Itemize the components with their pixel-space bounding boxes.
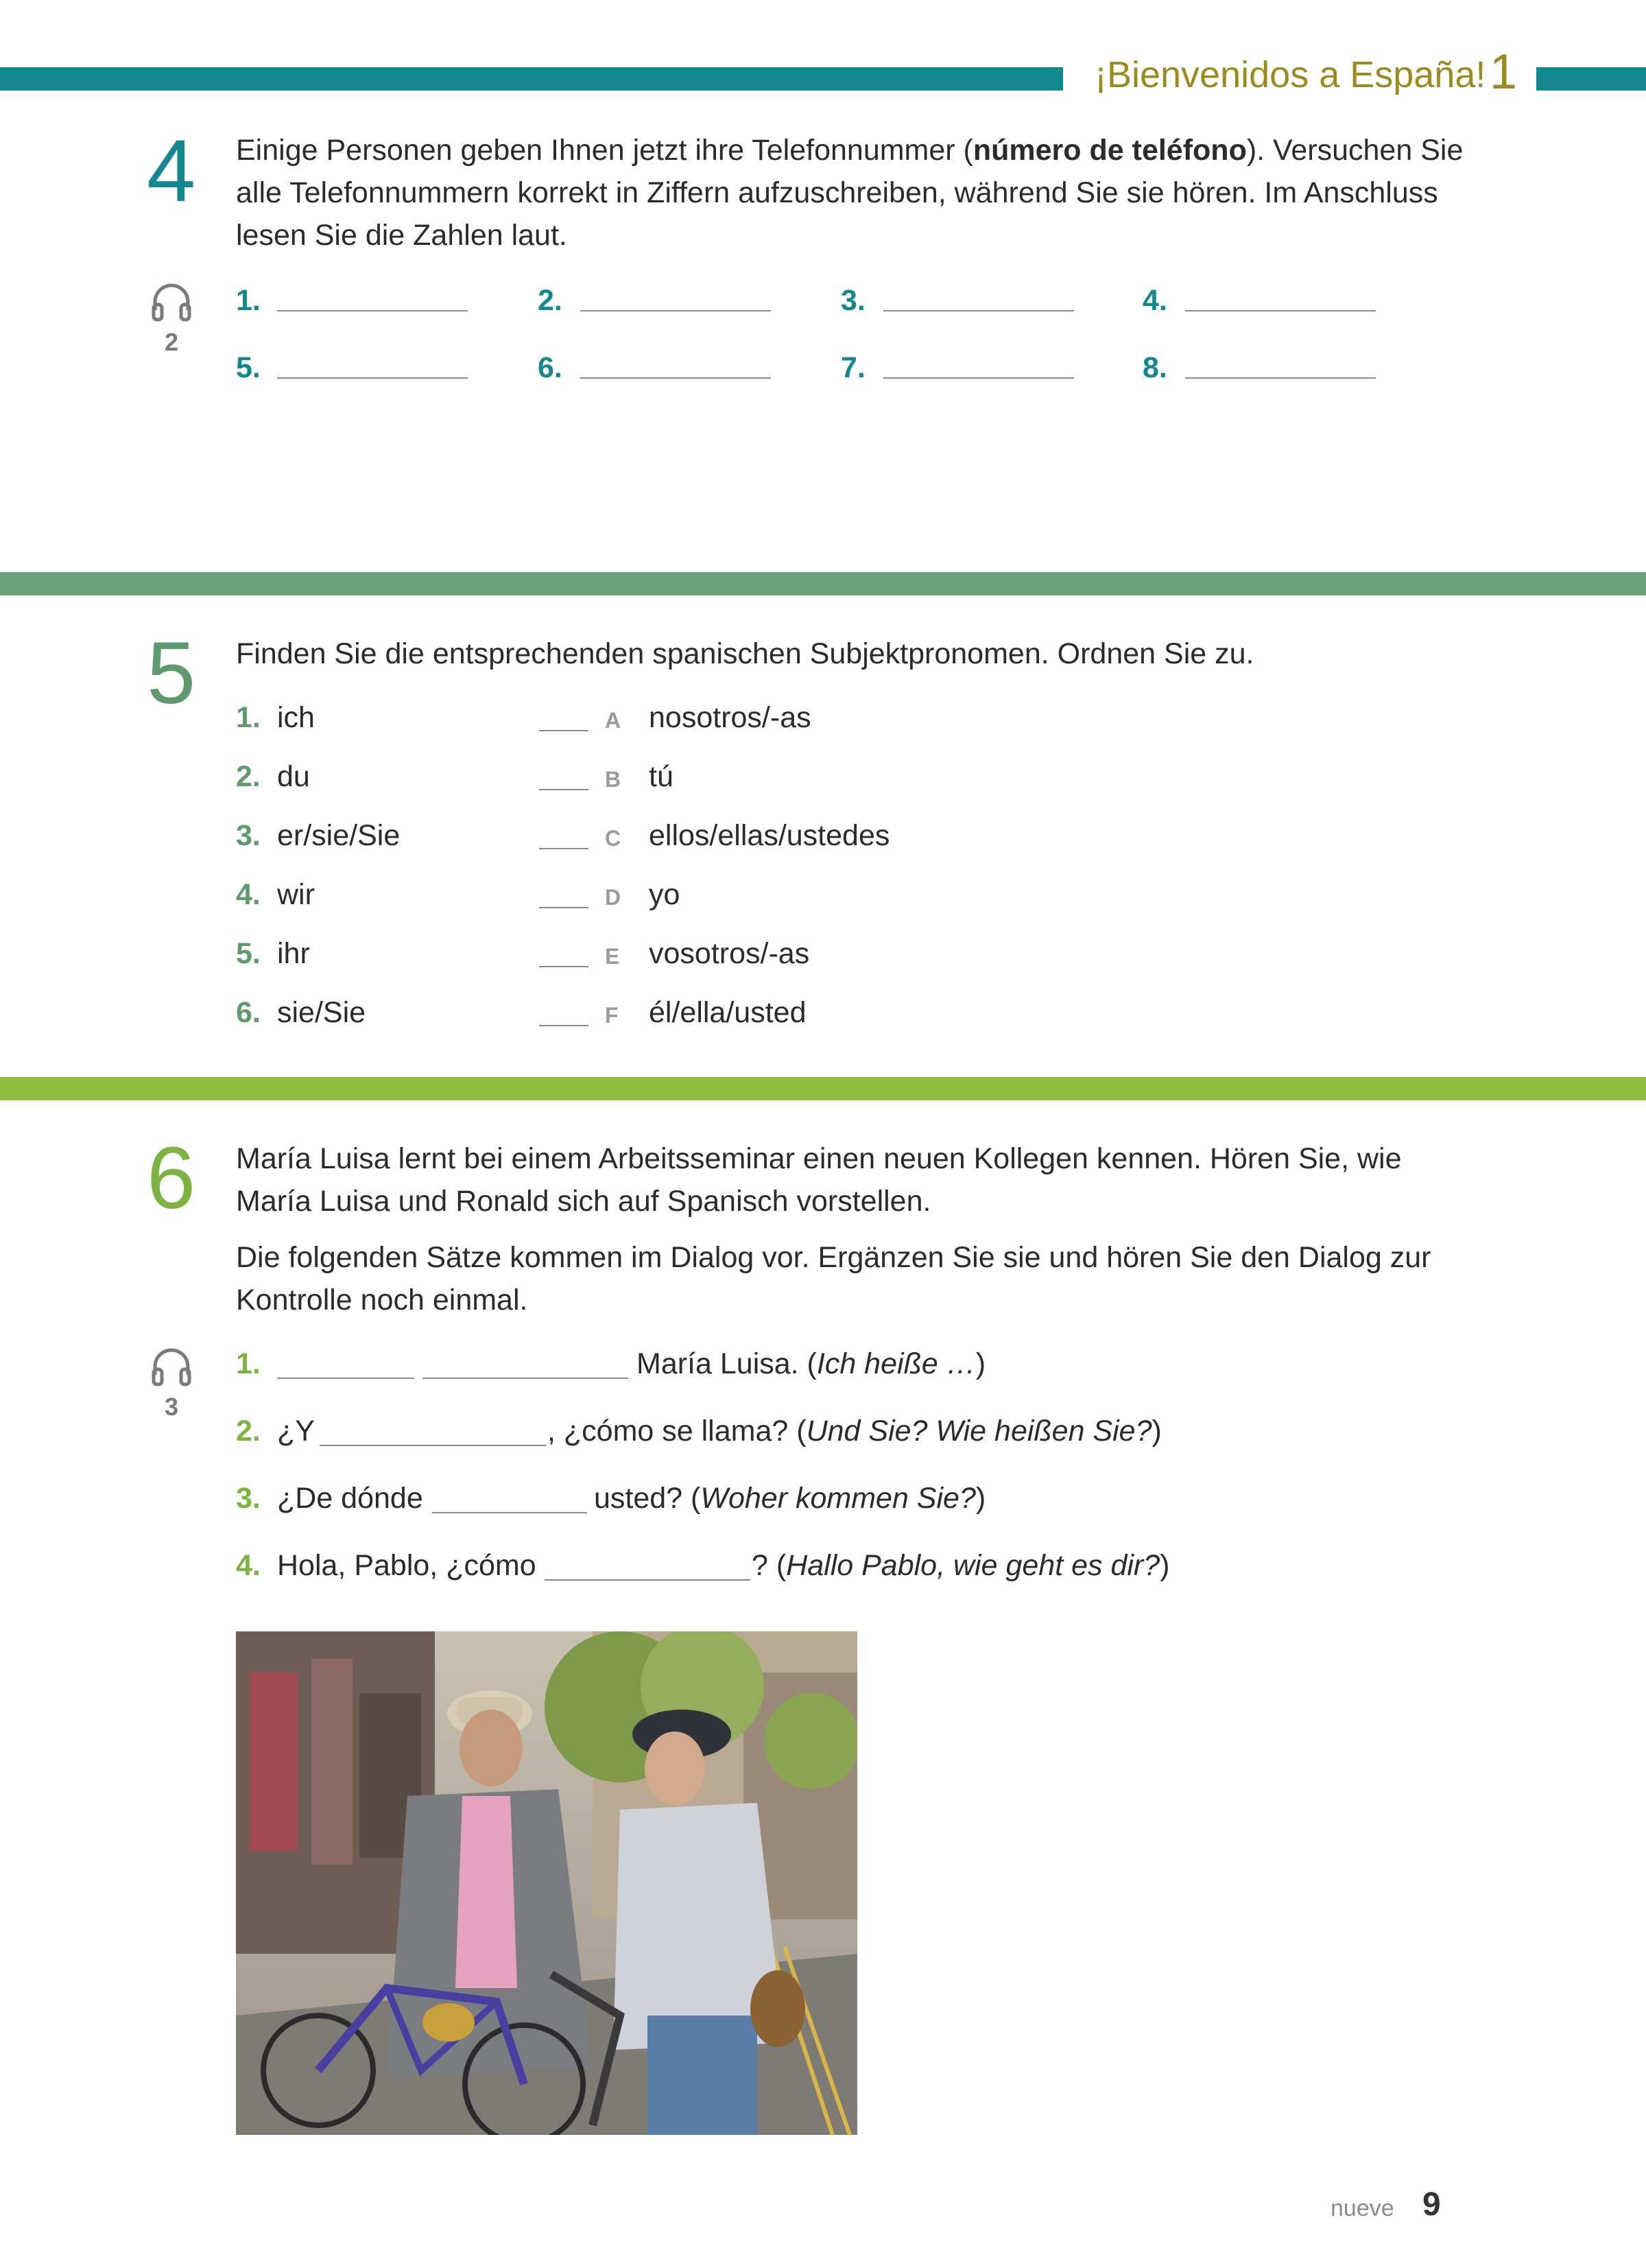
phone-item-label: 4. xyxy=(1143,284,1167,317)
chapter-number: 1 xyxy=(1490,45,1518,99)
option-letter: F xyxy=(605,1003,619,1028)
spanish-pronoun: vosotros/-as xyxy=(649,937,810,970)
phone-item-label: 5. xyxy=(236,351,261,384)
exercise-6-instruction: Die folgenden Sätze kommen im Dialog vor. Ergänzen Sie sie und hören Sie den Dialog zur Kontrolle noch einmal. xyxy=(236,1241,1431,1316)
phone-item-label: 6. xyxy=(538,351,562,384)
page-number: 9 xyxy=(1422,2186,1441,2223)
dialog-answer-line[interactable] xyxy=(422,1378,628,1379)
pronoun-item-number: 3. xyxy=(236,819,261,852)
header-bar-left xyxy=(0,67,1063,91)
street-scene-illustration xyxy=(236,1631,857,2135)
german-pronoun: ihr xyxy=(277,937,310,970)
exercise-5-instruction: Finden Sie die entsprechenden spanischen Subjektpronomen. Ordnen Sie zu. xyxy=(236,637,1254,670)
phone-answer-line[interactable] xyxy=(580,377,771,379)
phone-item-label: 3. xyxy=(841,284,866,317)
pronoun-item-number: 2. xyxy=(236,760,261,793)
german-pronoun: er/sie/Sie xyxy=(277,819,401,852)
option-letter: E xyxy=(605,944,620,969)
option-letter: A xyxy=(605,708,621,733)
dialog-sentence: usted? (Woher kommen Sie?) xyxy=(594,1482,986,1515)
section-divider xyxy=(0,1077,1646,1100)
exercise-5-number: 5 xyxy=(147,624,196,722)
section-divider xyxy=(0,572,1646,595)
dialog-item-number: 4. xyxy=(236,1549,261,1582)
match-answer-line[interactable] xyxy=(539,730,588,731)
dialog-sentence-start: ¿Y xyxy=(277,1415,315,1448)
header-bar-right xyxy=(1536,67,1646,91)
dialog-sentence: María Luisa. (Ich heiße …) xyxy=(636,1347,986,1380)
exercise-6-number: 6 xyxy=(147,1129,196,1227)
phone-answer-line[interactable] xyxy=(580,310,771,311)
headphones-icon xyxy=(150,1345,193,1389)
option-letter: D xyxy=(605,885,621,910)
spanish-pronoun: él/ella/usted xyxy=(649,996,807,1029)
option-letter: C xyxy=(605,826,621,851)
audio-track-number: 3 xyxy=(164,1393,179,1421)
pronoun-item-number: 1. xyxy=(236,701,261,734)
phone-answer-line[interactable] xyxy=(277,377,468,379)
spanish-pronoun: tú xyxy=(649,760,673,793)
match-answer-line[interactable] xyxy=(539,966,588,967)
phone-answer-line[interactable] xyxy=(1185,377,1376,379)
pronoun-item-number: 4. xyxy=(236,878,261,911)
german-pronoun: du xyxy=(277,760,310,793)
phone-item-label: 8. xyxy=(1143,351,1167,384)
phone-answer-line[interactable] xyxy=(883,310,1074,311)
dialog-sentence-start: ¿De dónde xyxy=(277,1482,423,1515)
audio-track-number: 2 xyxy=(164,328,179,356)
dialog-answer-line[interactable] xyxy=(277,1378,414,1379)
phone-item-label: 1. xyxy=(236,284,261,317)
spanish-pronoun: yo xyxy=(649,878,680,911)
match-answer-line[interactable] xyxy=(539,1025,588,1026)
spanish-pronoun: nosotros/-as xyxy=(649,701,811,734)
dialog-answer-line[interactable] xyxy=(545,1579,750,1581)
phone-item-label: 2. xyxy=(538,284,562,317)
phone-answer-line[interactable] xyxy=(883,377,1074,379)
dialog-sentence: , ¿cómo se llama? (Und Sie? Wie heißen Sie?) xyxy=(547,1415,1162,1448)
match-answer-line[interactable] xyxy=(539,848,588,849)
dialog-answer-line[interactable] xyxy=(320,1445,546,1446)
dialog-sentence: ? (Hallo Pablo, wie geht es dir?) xyxy=(752,1549,1170,1582)
spanish-pronoun: ellos/ellas/ustedes xyxy=(649,819,890,852)
exercise-6-intro: María Luisa lernt bei einem Arbeitsseminar einen neuen Kollegen kennen. Hören Sie, wie María Luisa und Ronald sich auf Spanisch vorstellen. xyxy=(236,1142,1402,1218)
phone-item-label: 7. xyxy=(841,351,866,384)
phone-answer-line[interactable] xyxy=(277,310,468,311)
exercise-4-number: 4 xyxy=(147,122,196,220)
dialog-item-number: 2. xyxy=(236,1415,261,1448)
dialog-item-number: 3. xyxy=(236,1482,261,1515)
chapter-title: ¡Bienvenidos a España! xyxy=(1095,54,1486,95)
german-pronoun: ich xyxy=(277,701,315,734)
dialog-item-number: 1. xyxy=(236,1347,261,1380)
option-letter: B xyxy=(605,767,621,792)
match-answer-line[interactable] xyxy=(539,789,588,790)
phone-answer-line[interactable] xyxy=(1185,310,1376,311)
dialog-answer-line[interactable] xyxy=(432,1512,587,1513)
german-pronoun: sie/Sie xyxy=(277,996,366,1029)
pronoun-item-number: 5. xyxy=(236,937,261,970)
german-pronoun: wir xyxy=(277,878,315,911)
headphones-icon xyxy=(150,280,193,324)
exercise-4-instruction: Einige Personen geben Ihnen jetzt ihre Telefonnummer (número de teléfono). Versuchen Sie alle Telefonnummern korrekt in Ziffern aufzuschreiben, während Sie sie hören. Im Anschluss lesen Sie die Zahlen laut. xyxy=(236,134,1464,252)
dialog-sentence-start: Hola, Pablo, ¿cómo xyxy=(277,1549,536,1582)
match-answer-line[interactable] xyxy=(539,907,588,908)
photo-two-men-with-bicycles xyxy=(236,1631,857,2135)
pronoun-item-number: 6. xyxy=(236,996,261,1029)
page-number-word: nueve xyxy=(1331,2195,1394,2221)
